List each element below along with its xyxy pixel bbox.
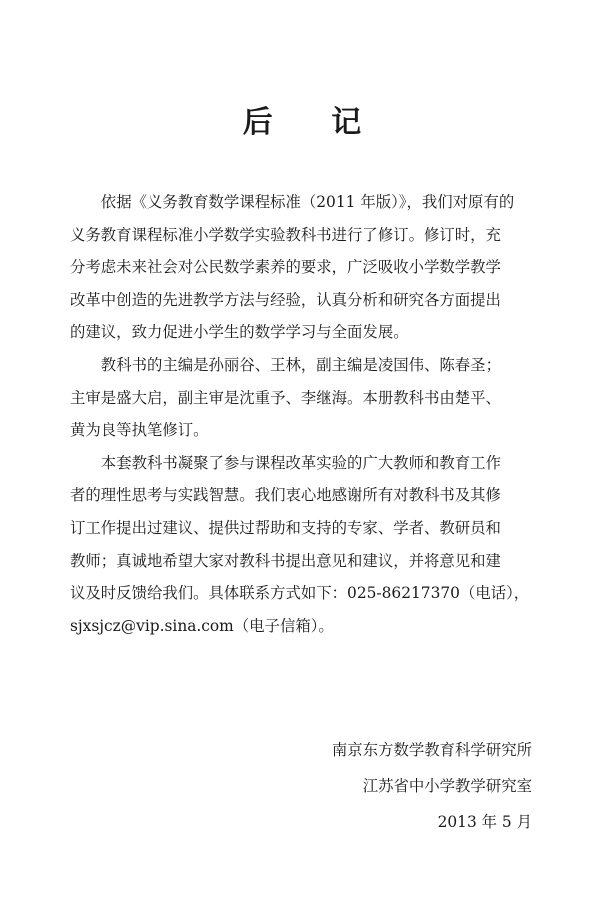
text-line: 教师；真诚地希望大家对教科书提出意见和建议，并将意见和建 — [70, 551, 501, 570]
text-line: 黄为良等执笔修订。 — [70, 421, 209, 440]
text-line: 分考虑未来社会对公民数学素养的要求，广泛吸收小学数学教学 — [70, 258, 501, 277]
paragraph-3 — [70, 447, 538, 643]
text-line: 教科书的主编是孙丽谷、王林，副主编是凌国伟、陈春圣； — [100, 355, 501, 374]
text-line: 改革中创造的先进教学方法与经验，认真分析和研究各方面提出 — [70, 290, 501, 309]
text-line: 依据《义务教育数学课程标准（2011 年版）》，我们对原有的 — [100, 193, 515, 211]
text-line: 订工作提出过建议、提供过帮助和支持的专家、学者、教研员和 — [70, 518, 501, 537]
text-line: 主审是盛大启，副主审是沈重予、李继海。本册教科书由楚平、 — [70, 388, 501, 407]
document-body — [70, 186, 538, 642]
text-line: 议及时反馈给我们。具体联系方式如下：025-86217370（电话）， — [70, 584, 530, 603]
signature-org-1: 南京东方数学教育科学研究所 — [331, 741, 532, 759]
text-line: 本套教科书凝聚了参与课程改革实验的广大教师和教育工作 — [100, 453, 501, 472]
signature-block — [332, 732, 532, 840]
contact-email-line: sjxsjcz@vip.sina.com（电子信箱）。 — [70, 616, 334, 635]
text-line: 义务教育课程标准小学数学实验教科书进行了修订。修订时，充 — [70, 225, 501, 244]
paragraph-2 — [70, 349, 538, 447]
text-line: 的建议，致力促进小学生的数学学习与全面发展。 — [70, 323, 409, 342]
signature-org-2: 江苏省中小学教学研究室 — [362, 777, 532, 795]
paragraph-1 — [70, 186, 538, 349]
text-line: 者的理性思考与实践智慧。我们衷心地感谢所有对教科书及其修 — [70, 486, 501, 505]
signature-date: 2013 年 5 月 — [437, 813, 532, 831]
page-title: 后 记 — [242, 105, 386, 140]
